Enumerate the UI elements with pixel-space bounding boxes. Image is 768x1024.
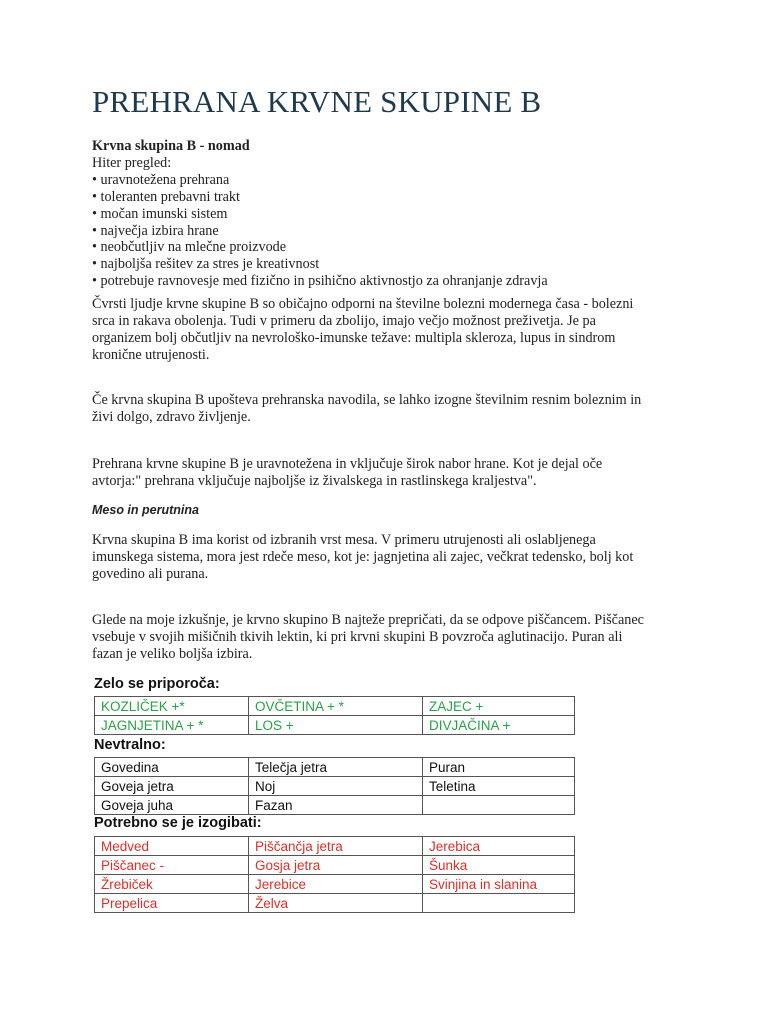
paragraph-line: govedino ali purana. [92,565,209,582]
paragraph-line: avtorja:" prehrana vključuje najboljše iz živalskega in rastlinskega kraljestva". [92,472,537,489]
table-row [95,697,575,716]
table-cell [423,796,575,815]
paragraph-4 [92,532,633,583]
table-cell: Fazan [249,796,423,815]
bullet-item: • potrebuje ravnovesje med fizično in psihično aktivnostjo za ohranjanje zdravja [92,273,548,290]
paragraph-line: organizem bolj občutljiv na nevrološko-imunske težave: multipla skleroza, lupus in sindrom [92,329,616,346]
paragraph-line: Čvrsti ljudje krvne skupine B so običajno odporni na številne bolezni modernega časa - bolezni [92,296,634,312]
avoid-table-label: Potrebno se je izogibati: [94,815,262,831]
table-cell: Goveja juha [95,796,249,815]
table-row [95,894,575,913]
recommended-table [94,696,575,735]
paragraph-line: Prehrana krvne skupine B je uravnotežena in vključuje širok nabor hrane. Kot je dejal oče [92,456,603,472]
bullet-item: • najboljša rešitev za stres je kreativnost [92,256,320,273]
page-title: PREHRANA KRVNE SKUPINE B [92,84,542,119]
paragraph-line: kronične utrujenosti. [92,346,210,363]
paragraph-line: Krvna skupina B ima korist od izbranih vrst mesa. V primeru utrujenosti ali oslabljenega [92,532,596,548]
table-cell: Piščanec - [95,856,249,875]
paragraph-3 [92,456,602,490]
table-cell: Piščančja jetra [249,837,423,856]
table-cell: Govedina [95,758,249,777]
bullet-item: • toleranten prebavni trakt [92,188,240,205]
table-cell: DIVJAČINA + [423,716,575,735]
table-cell: Teletina [423,777,575,796]
table-cell: Noj [249,777,423,796]
table-cell: OVČETINA + * [249,697,423,716]
table-cell: Medved [95,837,249,856]
table-cell: Šunka [423,856,575,875]
bullet-item: • uravnotežena prehrana [92,171,230,188]
neutral-table-label: Nevtralno: [94,737,166,753]
table-row [95,875,575,894]
recommended-table-label: Zelo se priporoča: [94,676,220,692]
paragraph-line: vsebuje v svojih mišičnih tkivih lektin, ki pri krvni skupini B povzroča aglutinacijo. Puran ali [92,628,623,645]
table-cell: Goveja jetra [95,777,249,796]
table-row [95,837,575,856]
table-row [95,796,575,815]
table-cell: Gosja jetra [249,856,423,875]
table-cell: Jerebice [249,875,423,894]
paragraph-line: imunskega sistema, mora jest rdeče meso, kot je: jagnjetina ali zajec, večkrat tedensko, bolj kot [92,548,634,565]
table-cell [423,894,575,913]
overview-label: Hiter pregled: [92,154,172,171]
table-cell: JAGNJETINA + * [95,716,249,735]
paragraph-line: Če krvna skupina B upošteva prehranska navodila, se lahko izogne številnim resnim boleznim in [92,392,642,408]
avoid-table [94,836,575,913]
table-row [95,856,575,875]
table-cell: LOS + [249,716,423,735]
paragraph-2 [92,392,641,426]
table-cell: Puran [423,758,575,777]
table-cell: Prepelica [95,894,249,913]
table-row [95,758,575,777]
intro-block [92,138,548,290]
paragraph-line: Glede na moje izkušnje, je krvno skupino B najteže prepričati, da se odpove piščancem. Piščanec [92,612,644,628]
bullet-item: • močan imunski sistem [92,205,228,222]
paragraph-5 [92,612,644,663]
neutral-table [94,757,575,815]
paragraph-line: fazan je veliko boljša izbira. [92,645,253,662]
table-cell: Žrebiček [95,875,249,894]
paragraph-1 [92,296,633,364]
table-row [95,716,575,735]
table-cell: KOZLIČEK +* [95,697,249,716]
table-cell: Svinjina in slanina [423,875,575,894]
paragraph-line: srca in rakava obolenja. Tudi v primeru da zbolijo, imajo večjo možnost preživetja. Je pa [92,312,596,329]
table-cell: Želva [249,894,423,913]
section-heading: Meso in perutnina [92,503,199,517]
paragraph-line: živi dolgo, zdravo življenje. [92,408,251,425]
table-cell: Telečja jetra [249,758,423,777]
table-cell: Jerebica [423,837,575,856]
intro-subtitle: Krvna skupina B - nomad [92,138,250,154]
bullet-item: • neobčutljiv na mlečne proizvode [92,239,287,256]
table-cell: ZAJEC + [423,697,575,716]
bullet-item: • največja izbira hrane [92,222,219,239]
table-row [95,777,575,796]
